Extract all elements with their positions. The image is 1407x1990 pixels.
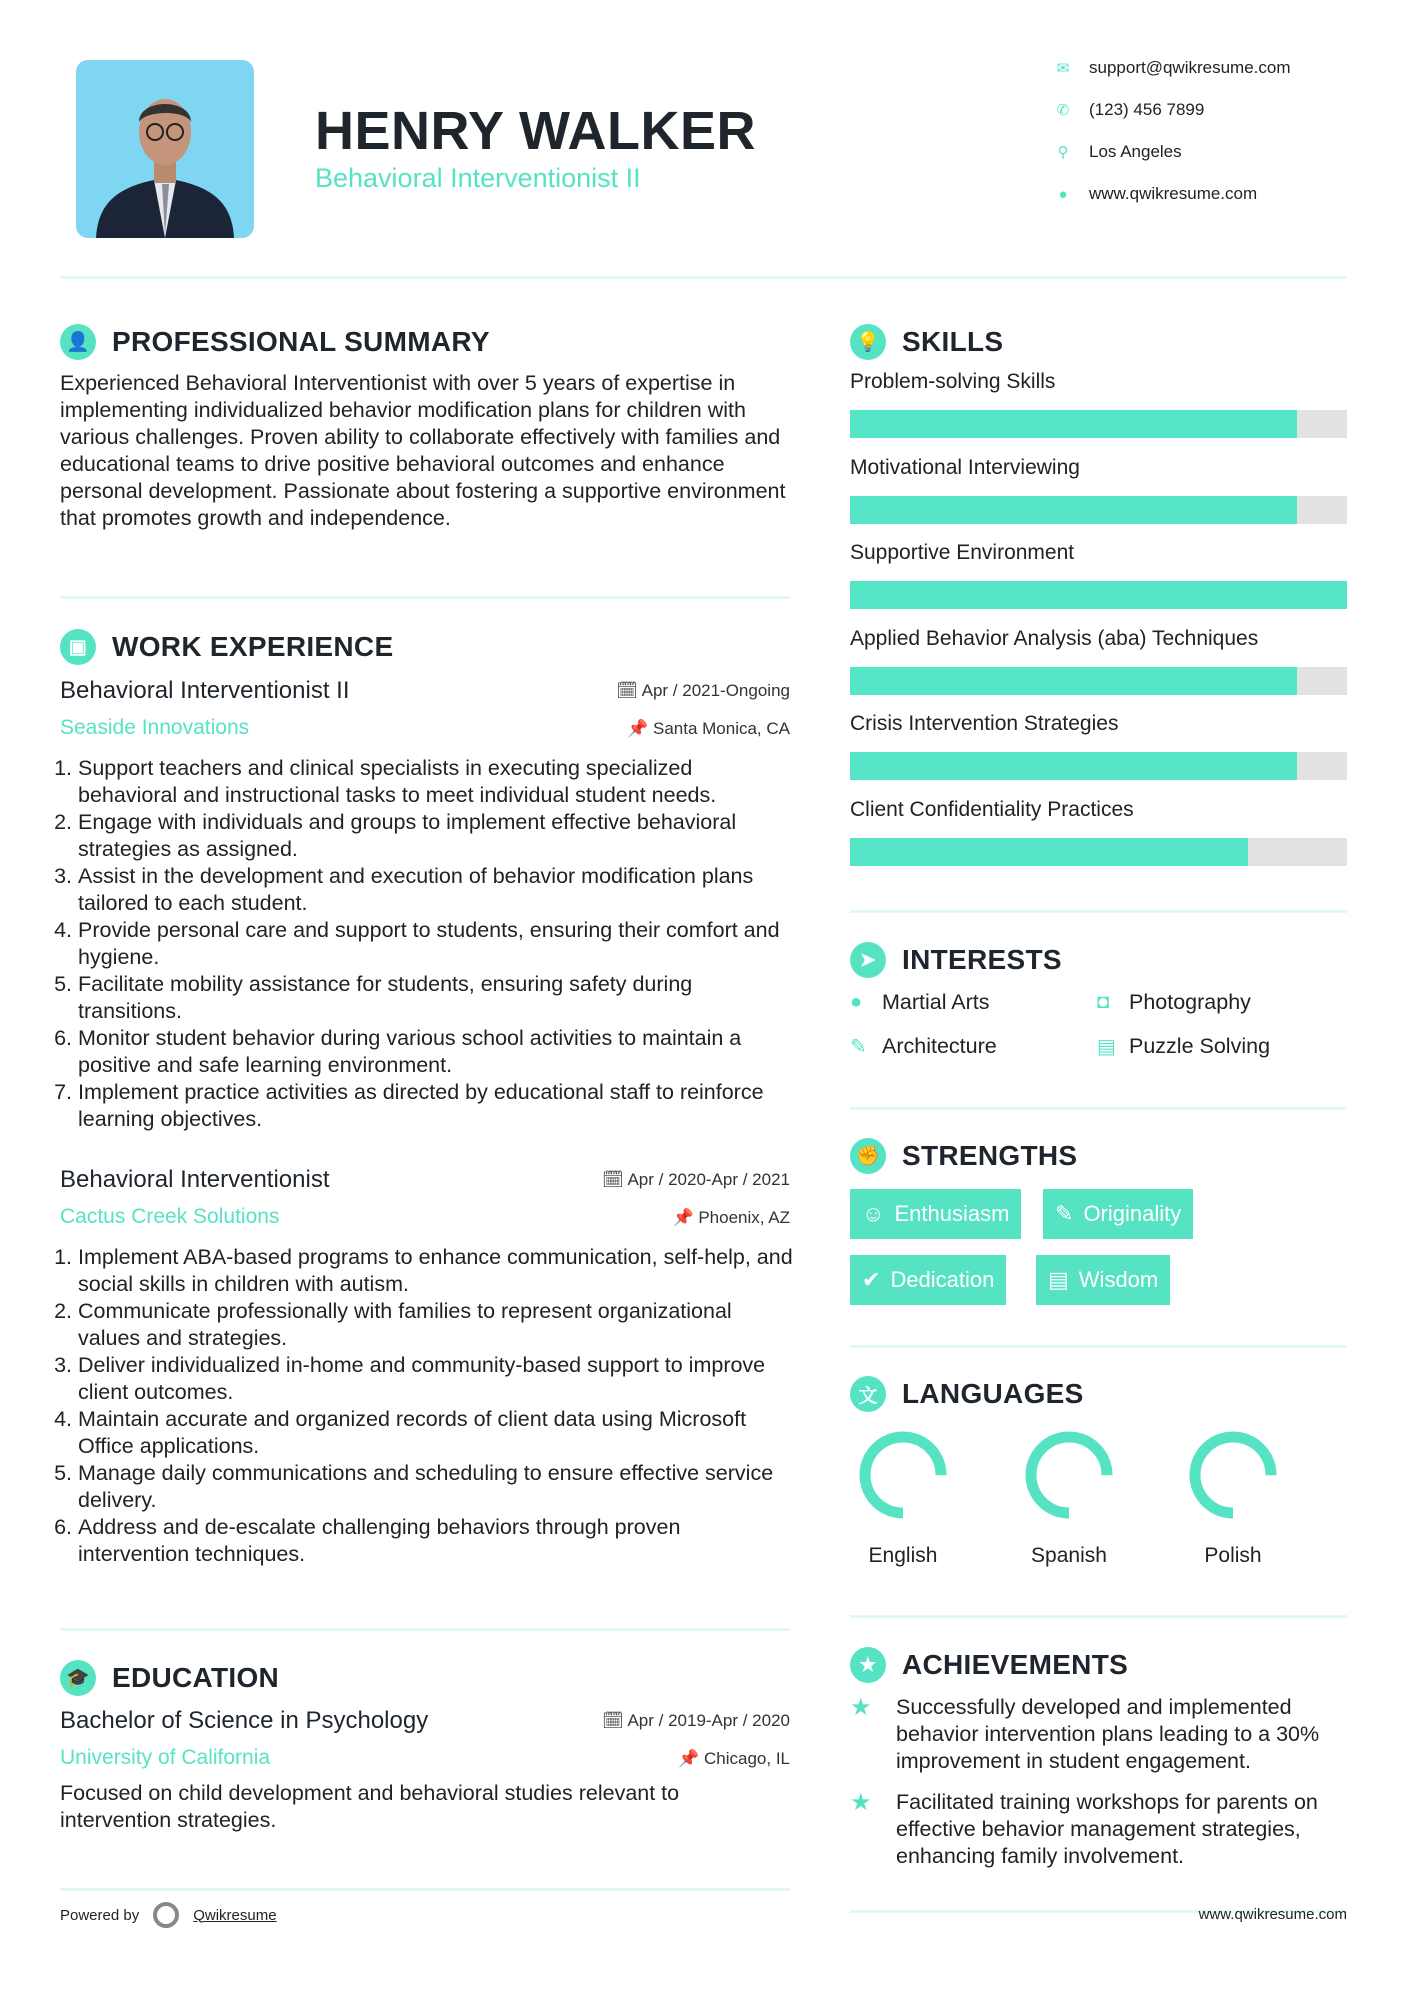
ruler-pencil-icon: ✎	[850, 1036, 867, 1058]
paper-plane-icon: ➤	[850, 942, 886, 978]
phone-icon: ✆	[1056, 102, 1070, 119]
skill-name: Client Confidentiality Practices	[850, 798, 1134, 821]
job-location-text: Phoenix, AZ	[698, 1208, 790, 1227]
education-title: EDUCATION	[112, 1662, 280, 1693]
contact-item[interactable]	[1055, 58, 1291, 78]
achievement-item	[850, 1694, 1350, 1775]
interest-name: Photography	[1129, 990, 1251, 1014]
divider	[850, 1345, 1347, 1348]
job-duty: 5. Manage daily communications and scheduling to ensure effective service delivery.	[78, 1460, 795, 1514]
strengths-title: STRENGTHS	[902, 1140, 1078, 1171]
interests-title: INTERESTS	[902, 944, 1062, 975]
skill-bar-fill	[850, 581, 1347, 609]
skill-bar-fill	[850, 752, 1297, 780]
envelope-icon: ✉	[1056, 60, 1070, 77]
footer-site[interactable]: www.qwikresume.com	[1198, 1906, 1347, 1923]
skill-bar	[850, 838, 1347, 866]
skills-heading	[850, 324, 1003, 360]
interest-item	[850, 990, 990, 1015]
skill-bar	[850, 496, 1347, 524]
job-title: Behavioral Interventionist	[60, 1166, 330, 1193]
book-icon: ▤	[1097, 1036, 1116, 1058]
strength-badge	[850, 1189, 1021, 1239]
powered-by-label: Powered by	[60, 1906, 140, 1924]
job-date-text: Apr / 2021-Ongoing	[641, 681, 790, 700]
star-badge-icon: ★	[850, 1647, 886, 1683]
fist-icon: ✊	[850, 1138, 886, 1174]
language-level-arc	[865, 1437, 941, 1513]
company-name: Seaside Innovations	[60, 716, 250, 739]
language-name: English	[868, 1544, 938, 1567]
skill-bar-fill	[850, 496, 1297, 524]
job-location: 📌 Phoenix, AZ	[672, 1208, 790, 1227]
job-duty: 2. Engage with individuals and groups to implement effective behavioral strategies as assigned.	[78, 809, 795, 863]
work-heading	[60, 629, 393, 665]
job-duty: 2. Communicate professionally with families to represent organizational values and strategies.	[78, 1298, 795, 1352]
contact-text: (123) 456 7899	[1089, 100, 1205, 119]
work-title: WORK EXPERIENCE	[112, 631, 394, 662]
candidate-role: Behavioral Interventionist II	[315, 163, 641, 193]
interest-item	[850, 1034, 997, 1059]
candidate-name: HENRY WALKER	[315, 101, 757, 161]
skill-name: Problem-solving Skills	[850, 370, 1056, 393]
contact-text: support@qwikresume.com	[1089, 58, 1291, 77]
language-level-arc	[1031, 1437, 1107, 1513]
degree-title: Bachelor of Science in Psychology	[60, 1707, 429, 1734]
contact-item[interactable]	[1055, 142, 1182, 162]
job-duties-list	[60, 1244, 795, 1568]
interest-name: Martial Arts	[882, 990, 990, 1014]
star-icon: ★	[850, 1694, 872, 1721]
achievements-heading	[850, 1647, 1128, 1683]
language-name: Spanish	[1031, 1544, 1107, 1567]
job-duties-list	[60, 755, 795, 1133]
job-duty: 4. Provide personal care and support to students, ensuring their comfort and hygiene.	[78, 917, 795, 971]
summary-text: Experienced Behavioral Interventionist with over 5 years of expertise in implementing individualized behavior modification plans for children with various challenges. Proven ability to collaborate effectively with families and educational teams to drive positive behavioral outcomes and enhance personal development. Passionate about fostering a supportive environment that promotes growth and independence.	[60, 371, 786, 530]
language-level-ring	[855, 1427, 951, 1523]
interest-name: Architecture	[882, 1034, 997, 1058]
languages-heading	[850, 1376, 1084, 1412]
strength-name: Originality	[1083, 1201, 1182, 1226]
divider	[60, 1628, 790, 1631]
school-name: University of California	[60, 1746, 271, 1769]
language-name: Polish	[1204, 1544, 1262, 1567]
divider	[60, 1888, 790, 1891]
qwikresume-link[interactable]: Qwikresume	[193, 1906, 277, 1924]
interests-heading	[850, 942, 1062, 978]
job-date: 🗓 Apr / 2021-Ongoing	[616, 681, 790, 700]
summary-title: PROFESSIONAL SUMMARY	[112, 326, 490, 357]
language-level-arc	[1195, 1437, 1271, 1513]
job-duty: 3. Deliver individualized in-home and community-based support to improve client outcomes.	[78, 1352, 795, 1406]
interest-item	[1097, 1034, 1270, 1059]
skill-name: Applied Behavior Analysis (aba) Techniques	[850, 626, 1259, 650]
job-title: Behavioral Interventionist II	[60, 677, 350, 704]
job-duty: 6. Address and de-escalate challenging behaviors through proven intervention techniques.	[78, 1514, 795, 1568]
skills-title: SKILLS	[902, 326, 1004, 357]
job-location: 📌 Santa Monica, CA	[627, 719, 790, 738]
skill-bar	[850, 410, 1347, 438]
book-icon: ▤	[1048, 1267, 1069, 1292]
strength-badge	[1043, 1189, 1193, 1239]
user-icon: 👤	[60, 324, 96, 360]
language-icon: 文	[850, 1376, 886, 1412]
job-duty: 3. Assist in the development and execution of behavior modification plans tailored to each student.	[78, 863, 795, 917]
skill-name: Supportive Environment	[850, 541, 1075, 565]
check-circle-icon: ✔	[862, 1267, 881, 1292]
briefcase-icon: ▣	[60, 629, 96, 665]
languages-title: LANGUAGES	[902, 1378, 1084, 1409]
map-pin-icon: ⚲	[1057, 144, 1069, 161]
strength-name: Dedication	[890, 1267, 995, 1292]
achievement-item	[850, 1789, 1350, 1870]
pencil-icon: ✎	[1055, 1201, 1074, 1226]
strength-name: Enthusiasm	[894, 1201, 1010, 1226]
contact-text: Los Angeles	[1089, 142, 1182, 161]
job-duty: 5. Facilitate mobility assistance for students, ensuring safety during transitions.	[78, 971, 795, 1025]
education-date-text: Apr / 2019-Apr / 2020	[627, 1711, 790, 1730]
divider	[850, 1107, 1347, 1110]
lightbulb-icon: 💡	[850, 324, 886, 360]
skill-bar-fill	[850, 667, 1297, 695]
summary-heading	[60, 324, 490, 360]
skill-name: Motivational Interviewing	[850, 455, 1080, 479]
globe-icon: ●	[1058, 185, 1068, 203]
achievements-title: ACHIEVEMENTS	[902, 1649, 1129, 1680]
job-duty: 6. Monitor student behavior during various school activities to maintain a positive and safe learning environment.	[78, 1025, 795, 1079]
education-heading	[60, 1660, 279, 1696]
education-description: Focused on child development and behavioral studies relevant to intervention strategies.	[60, 1781, 680, 1832]
divider	[60, 596, 790, 599]
camera-icon: ◘	[1097, 991, 1110, 1013]
job-location-text: Santa Monica, CA	[652, 719, 790, 738]
job-date: 🗓 Apr / 2020-Apr / 2021	[602, 1170, 790, 1189]
skill-bar	[850, 752, 1347, 780]
star-icon: ★	[850, 1789, 872, 1816]
smile-icon: ☺	[862, 1201, 885, 1226]
skill-bar-fill	[850, 838, 1248, 866]
language-level-ring	[1021, 1427, 1117, 1523]
language-level-ring	[1185, 1427, 1281, 1523]
education-location-text: Chicago, IL	[704, 1749, 790, 1768]
achievement-text: Facilitated training workshops for parents on effective behavior management strategies, enhancing family involvement.	[896, 1790, 1318, 1868]
divider	[850, 1615, 1347, 1618]
job-duty: 4. Maintain accurate and organized records of client data using Microsoft Office applications.	[78, 1406, 795, 1460]
strength-name: Wisdom	[1078, 1267, 1159, 1292]
skill-bar	[850, 581, 1347, 609]
divider	[850, 910, 1347, 913]
skill-bar-fill	[850, 410, 1297, 438]
strengths-heading	[850, 1138, 1077, 1174]
interest-item	[1097, 990, 1251, 1015]
job-duty: 7. Implement practice activities as directed by educational staff to reinforce learning objectives.	[78, 1079, 795, 1133]
globe-icon: ●	[850, 991, 863, 1013]
qwikresume-logo-icon	[153, 1902, 179, 1928]
strength-badge	[850, 1255, 1006, 1305]
contact-item[interactable]	[1055, 184, 1257, 204]
skill-name: Crisis Intervention Strategies	[850, 712, 1119, 736]
strength-badge	[1036, 1255, 1170, 1305]
skill-bar	[850, 667, 1347, 695]
education-location: 📌 Chicago, IL	[678, 1749, 790, 1768]
job-duty: 1. Support teachers and clinical specialists in executing specialized behavioral and instructional tasks to meet individual student needs.	[78, 755, 795, 809]
achievement-text: Successfully developed and implemented behavior intervention plans leading to a 30% improvement in student engagement.	[896, 1695, 1320, 1773]
graduation-icon: 🎓	[60, 1660, 96, 1696]
education-date: 🗓 Apr / 2019-Apr / 2020	[602, 1711, 790, 1730]
contact-text: www.qwikresume.com	[1089, 184, 1258, 203]
header-divider	[60, 276, 1347, 279]
job-duty: 1. Implement ABA-based programs to enhance communication, self-help, and social skills in children with autism.	[78, 1244, 795, 1298]
contact-item[interactable]	[1055, 100, 1204, 120]
interest-name: Puzzle Solving	[1129, 1034, 1271, 1058]
profile-photo	[76, 60, 254, 238]
job-date-text: Apr / 2020-Apr / 2021	[627, 1170, 790, 1189]
company-name: Cactus Creek Solutions	[60, 1205, 280, 1228]
powered-by	[60, 1902, 277, 1928]
